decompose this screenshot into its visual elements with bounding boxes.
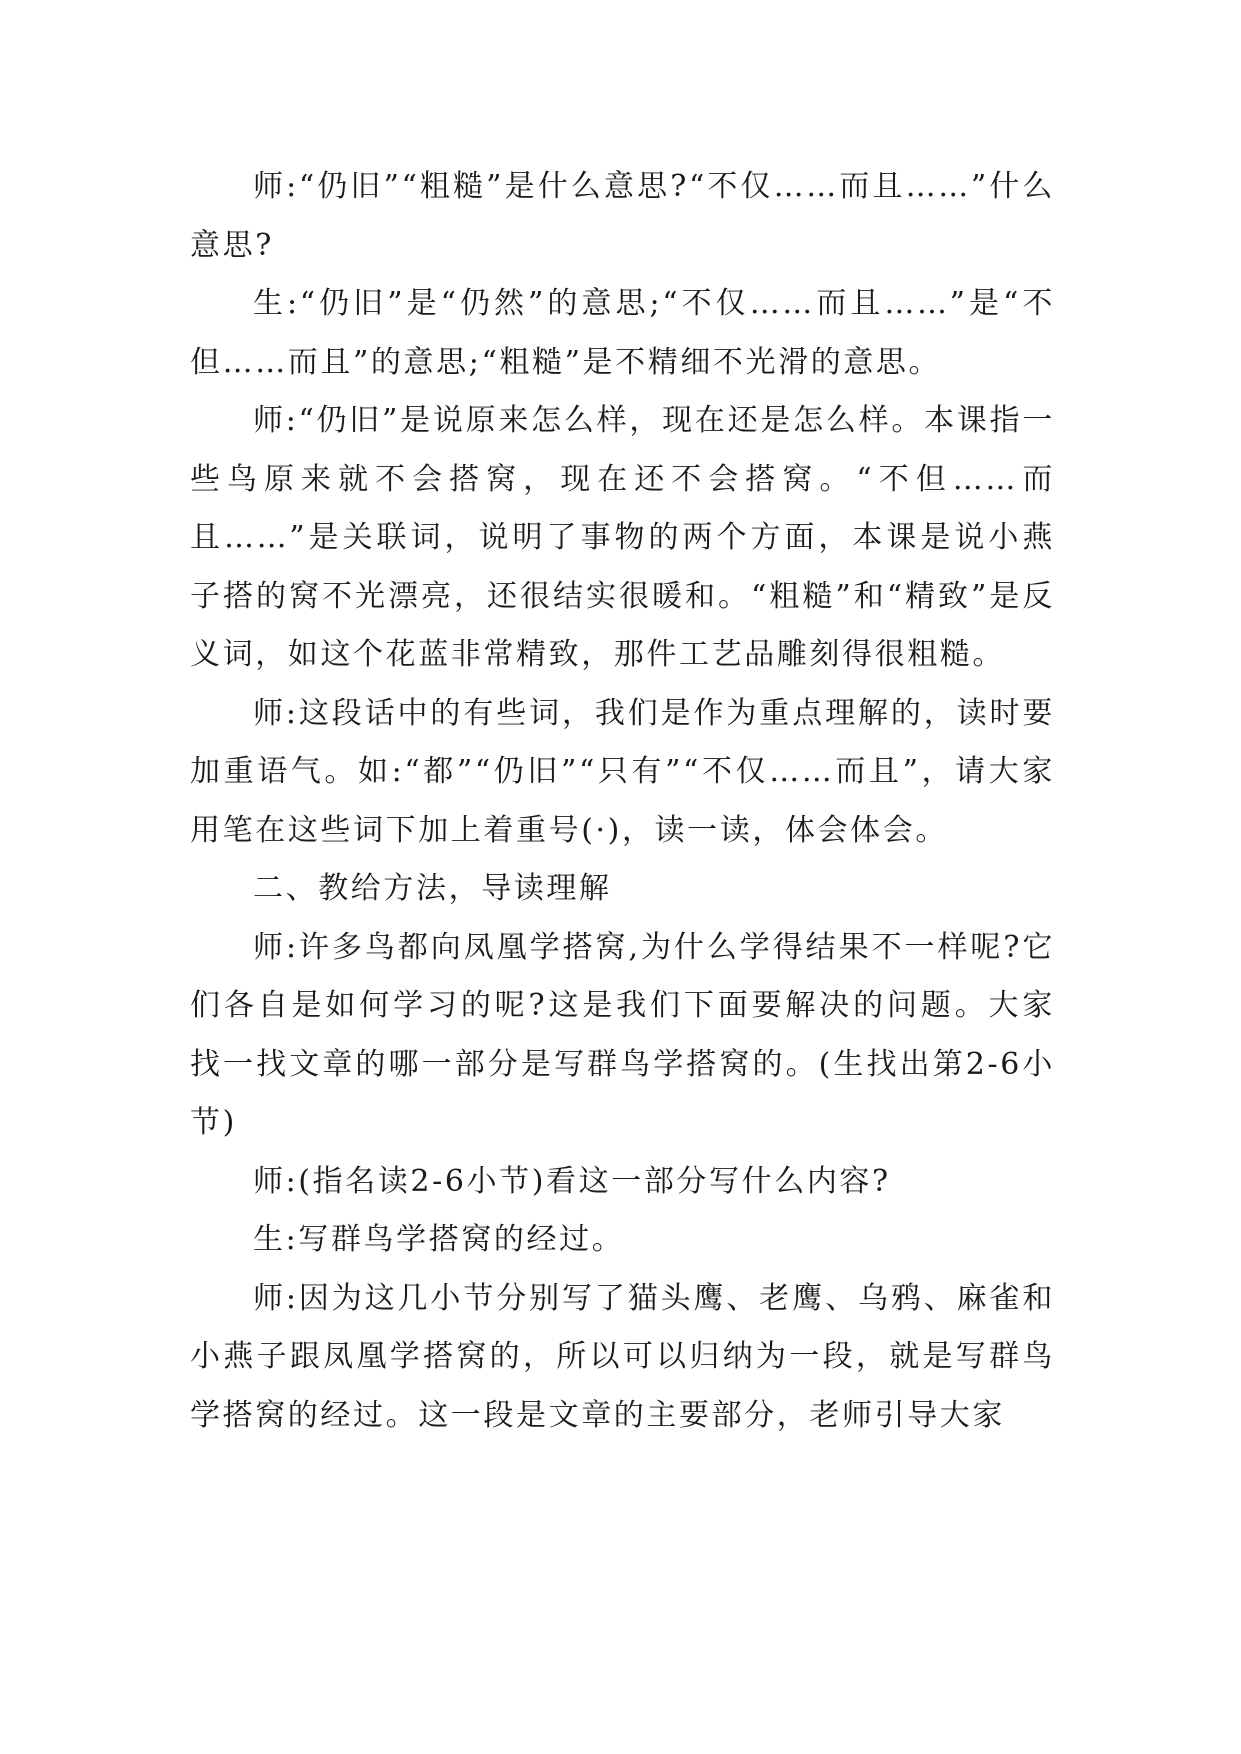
document-page [190, 158, 1055, 1445]
paragraph-teacher-question-1: 师:“仍旧”“粗糙”是什么意思?“不仅……而且……”什么意思? [190, 169, 1055, 263]
paragraph-teacher-explanation: 师:“仍旧”是说原来怎么样，现在还是怎么样。本课指一些鸟原来就不会搭窝，现在还不会搭窝。“不但……而且……”是关联词，说明了事物的两个方面，本课是说小燕子搭的窝不光漂亮，还很结实很暖和。“粗糙”和“精致”是反义词，如这个花蓝非常精致，那件工艺品雕刻得很粗糙。 [190, 403, 1055, 672]
paragraph-teacher-emphasis: 师:这段话中的有些词，我们是作为重点理解的，读时要加重语气。如:“都”“仍旧”“只有”“不仅……而且”，请大家用笔在这些词下加上着重号(·)，读一读，体会体会。 [190, 695, 1055, 848]
paragraph-student-answer-2: 生:写群鸟学搭窝的经过。 [253, 1222, 625, 1257]
section-heading: 二、教给方法，导读理解 [253, 871, 612, 906]
paragraph-teacher-summary: 师:因为这几小节分别写了猫头鹰、老鹰、乌鸦、麻雀和小燕子跟凤凰学搭窝的，所以可以归纳为一段，就是写群鸟学搭窝的经过。这一段是文章的主要部分，老师引导大家 [190, 1280, 1055, 1433]
paragraph-student-answer-1: 生:“仍旧”是“仍然”的意思;“不仅……而且……”是“不但……而且”的意思;“粗糙”是不精细不光滑的意思。 [190, 286, 1055, 380]
paragraph-teacher-question-3: 师:(指名读2-6小节)看这一部分写什么内容? [253, 1163, 891, 1199]
paragraph-teacher-question-2: 师:许多鸟都向凤凰学搭窝,为什么学得结果不一样呢?它们各自是如何学习的呢?这是我们下面要解决的问题。大家找一找文章的哪一部分是写群鸟学搭窝的。(生找出第2-6小节) [190, 929, 1055, 1140]
